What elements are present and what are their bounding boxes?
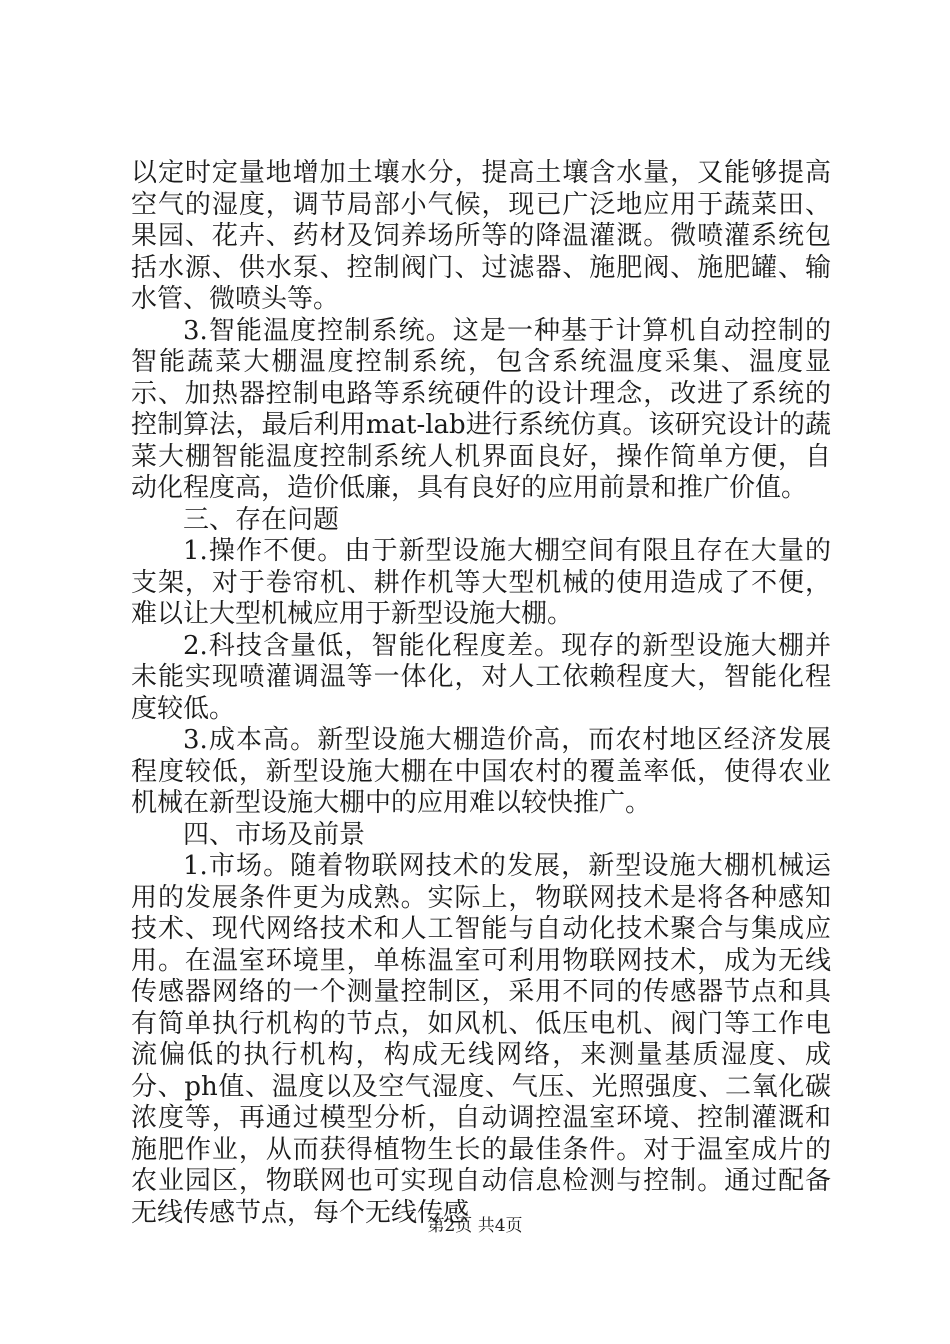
paragraph-continuation: 以定时定量地增加土壤水分，提高土壤含水量，又能够提高空气的湿度，调节局部小气候，现已广泛地应用于蔬菜田、果园、花卉、药材及饲养场所等的降温灌溉。微喷灌系统包括水源、供水泵、控制阀门、过滤器、施肥阀、施肥罐、输水管、微喷头等。	[131, 158, 831, 314]
paragraph-problem-cost: 3.成本高。新型设施大棚造价高，而农村地区经济发展程度较低，新型设施大棚在中国农村的覆盖率低，使得农业机械在新型设施大棚中的应用难以较快推广。	[131, 725, 831, 818]
paragraph-market: 1.市场。随着物联网技术的发展，新型设施大棚机械运用的发展条件更为成熟。实际上，物联网技术是将各种感知技术、现代网络技术和人工智能与自动化技术聚合与集成应用。在温室环境里，单栋温室可利用物联网技术，成为无线传感器网络的一个测量控制区，采用不同的传感器节点和具有简单执行机构的节点，如风机、低压电机、阀门等工作电流偏低的执行机构，构成无线网络，来测量基质湿度、成分、ph值、温度以及空气湿度、气压、光照强度、二氧化碳浓度等，再通过模型分析，自动调控温室环境、控制灌溉和施肥作业，从而获得植物生长的最佳条件。对于温室成片的农业园区，物联网也可实现自动信息检测与控制。通过配备无线传感节点，每个无线传感	[131, 851, 831, 1228]
paragraph-problem-operation: 1.操作不便。由于新型设施大棚空间有限且存在大量的支架，对于卷帘机、耕作机等大型机械的使用造成了不便，难以让大型机械应用于新型设施大棚。	[131, 536, 831, 629]
section-heading-market: 四、市场及前景	[183, 819, 366, 850]
document-body	[131, 158, 831, 1229]
section-heading-problems: 三、存在问题	[183, 504, 340, 535]
paragraph-smart-temperature-control: 3.智能温度控制系统。这是一种基于计算机自动控制的智能蔬菜大棚温度控制系统，包含系统温度采集、温度显示、加热器控制电路等系统硬件的设计理念，改进了系统的控制算法，最后利用mat-lab进行系统仿真。该研究设计的蔬菜大棚智能温度控制系统人机界面良好，操作简单方便，自动化程度高，造价低廉，具有良好的应用前景和推广价值。	[131, 315, 831, 503]
page-number-footer: 第2页 共4页	[427, 1216, 523, 1236]
paragraph-problem-technology: 2.科技含量低，智能化程度差。现存的新型设施大棚并未能实现喷灌调温等一体化，对人工依赖程度大，智能化程度较低。	[131, 630, 831, 724]
